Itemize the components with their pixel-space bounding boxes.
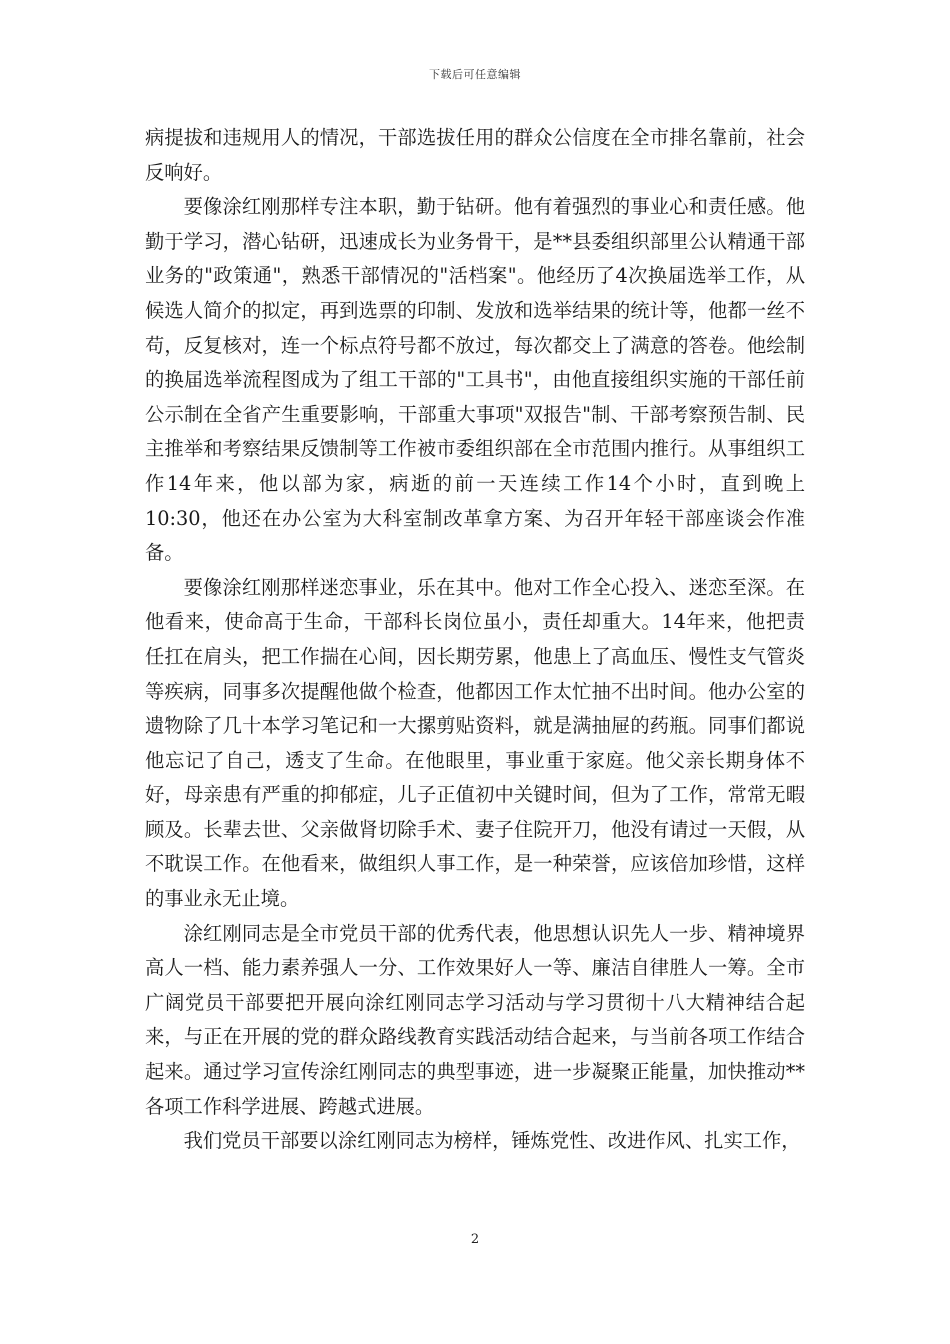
paragraph-outstanding-representative: 涂红刚同志是全市党员干部的优秀代表，他思想认识先人一步、精神境界高人一档、能力素养强人一分、工作效果好人一等、廉洁自律胜人一筹。全市广阔党员干部要把开展向涂红刚同志学习活动与学习贯彻十八大精神结合起来，与正在开展的党的群众路线教育实践活动结合起来，与当前各项工作结合起来。通过学习宣传涂红刚同志的典型事迹，进一步凝聚正能量，加快推动**各项工作科学进展、跨越式进展。 bbox=[145, 921, 805, 1118]
paragraph-focus-on-duty: 要像涂红刚那样专注本职，勤于钻研。他有着强烈的事业心和责任感。他勤于学习，潜心钻研，迅速成长为业务骨干，是**县委组织部里公认精通干部业务的"政策通"，熟悉干部情况的"活档案"。他经历了4次换届选举工作，从候选人简介的拟定，再到选票的印制、发放和选举结果的统计等，他都一丝不苟，反复核对，连一个标点符号都不放过，每次都交上了满意的答卷。他绘制的换届选举流程图成为了组工干部的"工具书"，由他直接组织实施的干部任前公示制在全省产生重要影响，干部重大事项"双报告"制、干部考察预告制、民主推举和考察结果反馈制等工作被市委组织部在全市范围内推行。从事组织工作14年来，他以部为家，病逝的前一天连续工作14个小时，直到晚上10:30，他还在办公室为大科室制改革拿方案、为召开年轻干部座谈会作准备。 bbox=[145, 195, 805, 565]
paragraph-continued: 病提拔和违规用人的情况，干部选拔任用的群众公信度在全市排名靠前，社会反响好。 bbox=[145, 126, 805, 184]
page-header: 下载后可任意编辑 bbox=[429, 68, 521, 81]
paragraph-role-model: 我们党员干部要以涂红刚同志为榜样，锤炼党性、改进作风、扎实工作， bbox=[183, 1129, 801, 1153]
paragraph-devoted-to-career: 要像涂红刚那样迷恋事业，乐在其中。他对工作全心投入、迷恋至深。在他看来，使命高于生命，干部科长岗位虽小，责任却重大。14年来，他把责任扛在肩头，把工作揣在心间，因长期劳累，他患上了高血压、慢性支气管炎等疾病，同事多次提醒他做个检查，他都因工作太忙抽不出时间。他办公室的遗物除了几十本学习笔记和一大摞剪贴资料，就是满抽屉的药瓶。同事们都说他忘记了自己，透支了生命。在他眼里，事业重于家庭。他父亲长期身体不好，母亲患有严重的抑郁症，儿子正值初中关键时间，但为了工作，常常无暇顾及。长辈去世、父亲做肾切除手术、妻子住院开刀，他没有请过一天假，从不耽误工作。在他看来，做组织人事工作，是一种荣誉，应该倍加珍惜，这样的事业永无止境。 bbox=[145, 575, 805, 911]
document-body bbox=[145, 121, 805, 1159]
page-number: 2 bbox=[470, 1232, 480, 1247]
